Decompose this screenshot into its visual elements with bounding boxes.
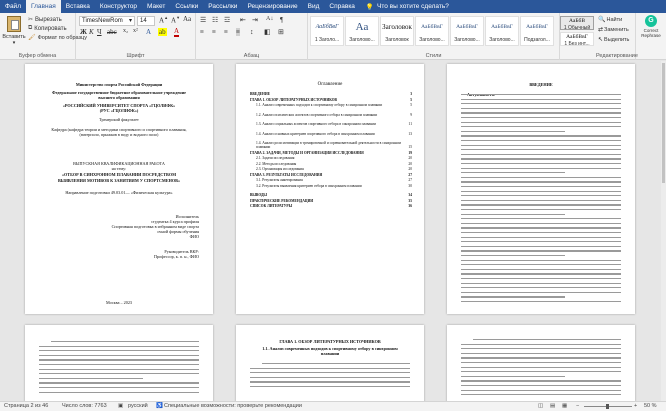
styles-group: [308, 13, 560, 60]
bullets-button[interactable]: ☰: [200, 16, 207, 24]
grammar-logo-icon: G: [645, 15, 657, 27]
cut-label: Вырезать: [35, 16, 62, 23]
style-name: Заголово...: [419, 37, 445, 43]
superscript-button[interactable]: x²: [133, 28, 138, 34]
text-line: [39, 382, 199, 383]
text-line: [39, 355, 199, 356]
toc-entry[interactable]: [256, 162, 412, 166]
scrollbar-thumb[interactable]: [662, 63, 665, 183]
align-right-button[interactable]: ≡: [224, 28, 228, 36]
status-bar: [0, 401, 666, 411]
select-button[interactable]: [598, 36, 629, 43]
toc-entry[interactable]: [250, 151, 412, 155]
print-layout-icon[interactable]: ▦: [562, 403, 568, 409]
paragraph-group: [196, 13, 308, 60]
text-line: [262, 363, 410, 364]
toc-entry[interactable]: [256, 184, 412, 188]
text-line: [461, 287, 621, 288]
style-sample: Aa: [355, 21, 369, 33]
text-line: [461, 278, 621, 279]
author-course: студентка 4 курса профиля: [151, 219, 199, 224]
toc-entry-text: ГЛАВА 2. ЗАДАЧИ, МЕТОДЫ И ОРГАНИЗАЦИЯ ИССЛЕДОВАНИЯ: [250, 150, 364, 155]
text-line: [461, 301, 621, 302]
lightbulb-icon: 💡: [365, 3, 375, 11]
style-name: Заголово...: [349, 37, 375, 43]
text-line: [461, 250, 621, 251]
style-subtitle[interactable]: [520, 16, 554, 46]
italic-button[interactable]: К: [89, 28, 94, 36]
read-mode-icon[interactable]: ▤: [550, 403, 556, 409]
text-line: [461, 112, 621, 113]
tab-mailings[interactable]: Рассылки: [208, 3, 238, 10]
text-line: [461, 353, 621, 354]
toc-entry-page: 36: [408, 204, 412, 208]
highlight-button[interactable]: ab: [159, 28, 166, 36]
tab-review[interactable]: Рецензирование: [247, 3, 298, 10]
numbering-button[interactable]: ☷: [212, 16, 219, 24]
toc-entry[interactable]: [250, 173, 412, 177]
multilevel-list-button[interactable]: ☲: [224, 16, 231, 24]
author-name: ФИО: [189, 234, 199, 239]
page-title[interactable]: [25, 64, 213, 314]
text-line: [461, 99, 621, 100]
text-line: [39, 387, 199, 388]
toc-entry-page: 5: [410, 97, 412, 102]
toc-entry[interactable]: [250, 193, 412, 197]
topic-line1: «ОТБОР В СИНХРОННОМ ПЛАВАНИИ ПОСРЕДСТВОМ: [61, 172, 177, 177]
text-line: [461, 122, 621, 123]
tell-me-search[interactable]: [366, 3, 449, 11]
toc-entry[interactable]: [256, 103, 412, 107]
direction-line: Направление подготовки 49.03.01— «Физическая культура»: [65, 190, 173, 195]
toc-entry-page: 9: [410, 112, 412, 117]
text-line: [461, 348, 621, 349]
style-sample: Заголовок: [382, 23, 412, 31]
on-theme: на тему:: [111, 166, 127, 171]
style-sample: АаБбВвГ: [456, 24, 478, 30]
text-line: [461, 131, 565, 132]
text-line: [250, 372, 410, 373]
tab-view[interactable]: Вид: [307, 3, 320, 10]
tab-layout[interactable]: Макет: [146, 3, 166, 10]
format-painter-label: Формат по образцу: [37, 34, 87, 41]
text-line: [39, 364, 199, 365]
toc-entry-text: 3.2. Результаты выявления критериев отбора в синхронном плавании: [256, 183, 362, 188]
style-no-spacing[interactable]: [560, 32, 594, 46]
font-name-value: TimesNewRom: [82, 18, 123, 24]
bold-button[interactable]: Ж: [80, 28, 87, 36]
toc-entry[interactable]: [256, 178, 412, 182]
style-sample: АаБбВвГ: [491, 24, 513, 30]
editing-group-label: Редактирование: [596, 53, 638, 59]
toc-entry-text: ВЫВОДЫ: [250, 193, 267, 197]
text-line: [461, 246, 621, 247]
styles-group-label: Стили: [425, 53, 442, 59]
toc-entry-page: 20: [408, 161, 412, 166]
font-group: [76, 13, 196, 60]
font-color-button[interactable]: A: [174, 27, 180, 35]
text-line: [461, 195, 621, 196]
align-left-button[interactable]: ≡: [200, 28, 204, 36]
text-line: [39, 378, 143, 379]
paintbrush-icon: 🖌: [28, 35, 36, 41]
text-line: [461, 126, 621, 127]
text-line: [461, 283, 621, 284]
clipboard-group: [0, 13, 87, 60]
toc-entry[interactable]: [250, 199, 412, 203]
text-line: [461, 103, 621, 104]
toc-entry[interactable]: [250, 92, 412, 96]
text-line: [461, 390, 621, 391]
text-line: [461, 241, 621, 242]
toc-entry-text: 2.1. Задачи исследования: [256, 156, 295, 160]
scissors-icon: ✂: [28, 17, 34, 23]
style-heading2[interactable]: [415, 16, 449, 46]
text-line: [51, 341, 199, 342]
style-name: 1 Заголо...: [314, 37, 340, 43]
style-sample: АаБбВвГ: [421, 24, 443, 30]
style-sample: АаБбВвГ: [526, 24, 548, 30]
text-line: [461, 357, 621, 358]
text-line: [461, 255, 565, 256]
text-line: [461, 223, 621, 224]
toc-entry[interactable]: [256, 167, 412, 171]
style-name: 1 Обычный: [563, 25, 591, 31]
chapter1-title: ГЛАВА 1. ОБЗОР ЛИТЕРАТУРНЫХ ИСТОЧНИКОВ: [279, 339, 381, 344]
author-profile: Спортивная подготовка в избранном виде спорта: [111, 224, 199, 229]
text-line: [39, 369, 199, 370]
clipboard-group-label: Буфер обмена: [18, 53, 57, 59]
paragraph-group-label: Абзац: [243, 53, 260, 59]
style-sample: АаБбВ: [569, 18, 585, 24]
status-language[interactable]: русский: [128, 403, 148, 409]
text-line: [461, 177, 621, 178]
page-contents[interactable]: [236, 64, 424, 314]
tab-design[interactable]: Конструктор: [99, 3, 137, 10]
text-line: [461, 237, 621, 238]
text-line: [461, 135, 621, 136]
accessibility-icon[interactable]: ♿: [156, 403, 163, 409]
increase-indent-button[interactable]: ⇥: [252, 16, 258, 24]
borders-button[interactable]: ⊞: [278, 28, 284, 36]
style-sample: АаБбВвГ: [315, 24, 339, 30]
styles-more: [560, 13, 596, 60]
toc-entry-page: 5: [410, 103, 412, 107]
text-line: [461, 376, 565, 377]
text-line: [461, 371, 621, 372]
correct-rephrase-label: Correct Rephrase: [641, 28, 661, 38]
style-sample: АаБбВвГ: [566, 34, 588, 40]
toc-entry-text: 2.2. Методы исследования: [256, 161, 297, 166]
copy-label: Копировать: [34, 25, 67, 32]
toc-entry-text: ВВЕДЕНИЕ: [250, 92, 271, 96]
tab-file[interactable]: Файл: [5, 3, 21, 10]
text-line: [461, 145, 621, 146]
zoom-level[interactable]: 50 %: [644, 403, 657, 409]
text-effects-button[interactable]: A: [146, 28, 152, 36]
text-line: [461, 154, 621, 155]
replace-button[interactable]: [598, 26, 629, 33]
correct-rephrase-button[interactable]: [638, 15, 664, 38]
institution-line1: Федеральное государственное бюджетное образовательное учреждение: [52, 90, 186, 95]
align-center-button[interactable]: ≡: [212, 28, 216, 36]
style-name: Заголовок: [385, 37, 409, 43]
paste-button[interactable]: [2, 15, 26, 49]
toc-entry-page: 20: [408, 167, 412, 171]
text-line: [461, 149, 621, 150]
style-heading[interactable]: [345, 16, 379, 46]
text-line: [461, 200, 621, 201]
text-line: [461, 172, 565, 173]
grow-font-button[interactable]: A▲: [159, 15, 169, 25]
toc-entry-page: 15: [408, 145, 412, 150]
text-line: [461, 385, 621, 386]
chevron-down-icon: ▾: [12, 40, 16, 46]
shading-button[interactable]: ◧: [264, 28, 271, 36]
page-continuation-right[interactable]: [447, 325, 635, 401]
work-kind: ВЫПУСКНАЯ КВАЛИФИКАЦИОННАЯ РАБОТА: [73, 161, 165, 166]
text-line: [461, 218, 621, 219]
text-line: [461, 209, 621, 210]
replace-label: Заменить: [604, 26, 629, 33]
editing-group: [596, 13, 636, 60]
text-line: [250, 377, 410, 378]
department-line1: Кафедра (кафедра теории и методики спортивного и спортивного плавания,: [51, 127, 187, 132]
city-year: Москва – 2023: [105, 300, 133, 305]
text-line: [473, 339, 621, 340]
text-line: [461, 204, 621, 205]
text-line: [461, 260, 621, 261]
cursor-icon: ↖: [598, 37, 604, 43]
text-line: [461, 264, 621, 265]
focus-mode-icon[interactable]: ◫: [538, 403, 544, 409]
zoom-slider-thumb[interactable]: [606, 404, 609, 409]
chevron-down-icon: ▾: [128, 18, 132, 24]
toc-entry-page: 13: [408, 131, 412, 136]
text-line: [39, 373, 199, 374]
text-line: [39, 392, 199, 393]
font-size-select[interactable]: [137, 16, 155, 26]
toc-entry-page: 35: [408, 198, 412, 203]
style-heading1[interactable]: [310, 16, 344, 46]
toc-entry-text: 1.2. Анализ психических аспектов спортивного отбора в синхронном плавании: [256, 112, 378, 117]
toc-entry[interactable]: [256, 132, 412, 136]
ribbon: [0, 13, 666, 60]
zoom-in-icon[interactable]: +: [634, 403, 638, 409]
text-line: [461, 140, 621, 141]
topic-line2: ВЫЯВЛЕНИЯ МОТИВОВ К ЗАНЯТИЯМ У СПОРТСМЕНОВ»: [57, 178, 181, 183]
chapter1-subtitle-line2: плавании: [320, 351, 340, 356]
toc-entry-page: 27: [408, 172, 412, 177]
text-line: [461, 181, 621, 182]
justify-button[interactable]: ≡: [236, 28, 240, 36]
faculty-line: Тренерский факультет: [99, 117, 139, 122]
university-name: «РОССИЙСКИЙ УНИВЕРСИТЕТ СПОРТА «ГЦОЛИФК»: [62, 103, 176, 108]
proofing-icon[interactable]: ▣: [118, 403, 124, 409]
text-line: [250, 368, 410, 369]
subscript-button[interactable]: x₂: [123, 28, 129, 34]
toc-entry-text: 3.1. Результаты анкетирования: [256, 178, 303, 182]
style-heading3[interactable]: [450, 16, 484, 46]
text-line: [250, 381, 410, 382]
underline-button[interactable]: Ч: [97, 28, 102, 36]
decrease-indent-button[interactable]: ⇤: [240, 16, 246, 24]
supervisor-label: Руководитель ВКР:: [164, 249, 199, 254]
department-line2: (ватерполо, прыжков в воду и водного поло): [79, 132, 159, 137]
text-line: [461, 362, 621, 363]
toc-entry-text: 1.3. Анализ социальных аспектов спортивного отбора в синхронном плавании: [256, 122, 376, 126]
style-title[interactable]: [380, 16, 414, 46]
text-line: [250, 386, 410, 387]
toc-entry-page: 34: [408, 193, 412, 197]
shrink-font-button[interactable]: A▼: [171, 15, 181, 25]
toc-entry-page: 11: [408, 122, 412, 126]
change-case-button[interactable]: Aa: [183, 15, 192, 23]
text-line: [461, 94, 621, 95]
copy-icon: ⧉: [28, 25, 33, 31]
paste-icon: [7, 16, 21, 32]
text-line: [39, 359, 199, 360]
status-accessibility[interactable]: Специальные возможности: проверьте рекомендации: [164, 403, 302, 409]
tab-insert[interactable]: Вставка: [65, 3, 90, 10]
page-introduction[interactable]: [447, 64, 635, 314]
tab-references[interactable]: Ссылки: [175, 3, 199, 10]
intro-title: ВВЕДЕНИЕ: [529, 82, 553, 87]
toc-entry-text: 2.3. Организация исследования: [256, 167, 304, 171]
toc-entry-text: 1.4. Анализ основных критериев спортивного отбора в синхронном плавании: [256, 131, 375, 136]
style-name: Заголово...: [489, 37, 515, 43]
toc-title: Оглавление: [317, 82, 343, 87]
text-line: [461, 108, 621, 109]
text-line: [461, 158, 621, 159]
text-line: [39, 350, 199, 351]
toc-entry[interactable]: [256, 122, 412, 126]
text-line: [461, 214, 565, 215]
font-group-label: Шрифт: [126, 53, 145, 59]
toc-entry-text: 1.4. Анализ роли мотивации в тренировочной и соревновательной деятельности в синхронном плавании: [256, 141, 401, 150]
line-spacing-button[interactable]: ↕: [250, 28, 254, 36]
toc-entry[interactable]: [256, 141, 412, 150]
text-line: [461, 296, 565, 297]
tab-help[interactable]: Справка: [329, 3, 355, 10]
select-label: Выделить: [604, 36, 630, 43]
toc-entry-page: 3: [410, 92, 412, 96]
style-name: 1 Без инт...: [564, 41, 590, 47]
page-continuation-left[interactable]: [25, 325, 213, 401]
text-line: [461, 227, 621, 228]
replace-icon: ⇄: [598, 27, 604, 33]
supervisor-name: Профессор, к. п. н., ФИО: [153, 254, 199, 259]
text-line: [461, 394, 621, 395]
toc-entry-text: СПИСОК ЛИТЕРАТУРЫ: [250, 204, 293, 208]
copy-button[interactable]: [28, 25, 67, 32]
sort-button[interactable]: A↓: [266, 16, 274, 22]
text-line: [461, 367, 621, 368]
text-line: [461, 380, 621, 381]
strikethrough-button[interactable]: abc: [107, 28, 117, 36]
page-chapter1[interactable]: [236, 325, 424, 401]
text-line: [461, 292, 621, 293]
author-form: очной формы обучения: [157, 229, 199, 234]
tell-me-label: Что вы хотите сделать?: [377, 3, 449, 10]
ministry-line: Министерство спорта Российской Федерации: [75, 82, 163, 87]
zoom-out-icon[interactable]: −: [576, 403, 580, 409]
document-canvas[interactable]: [0, 61, 666, 401]
text-line: [461, 168, 621, 169]
university-abbrev: (РУС «ГЦОЛИФК»): [99, 108, 139, 113]
text-line: [461, 232, 621, 233]
chapter1-subtitle-line1: 1.1. Анализ современных подходов к спортивному отбору в синхронном: [262, 346, 398, 351]
text-line: [461, 344, 621, 345]
institution-line2: высшего образования: [98, 95, 140, 100]
style-normal[interactable]: [560, 16, 594, 30]
cut-button[interactable]: [28, 16, 62, 23]
font-name-select[interactable]: [79, 16, 135, 26]
status-words[interactable]: Число слов: 7763: [62, 403, 107, 409]
tab-home[interactable]: Главная: [26, 0, 61, 13]
toc-entry[interactable]: [256, 156, 412, 160]
text-line: [461, 117, 621, 118]
text-line: [39, 346, 199, 347]
ribbon-tab-bar: [0, 0, 666, 13]
toc-entry-text: ГЛАВА 3. РЕЗУЛЬТАТЫ ИССЛЕДОВАНИЯ: [250, 172, 323, 177]
style-name: Подзагол...: [524, 37, 550, 43]
show-marks-button[interactable]: ¶: [280, 16, 284, 24]
find-label: Найти: [606, 16, 623, 23]
toc-entry-text: ПРАКТИЧЕСКИЕ РЕКОМЕНДАЦИИ: [250, 198, 314, 203]
toc-entry-page: 19: [408, 150, 412, 155]
toc-entry[interactable]: [250, 204, 412, 208]
grammar-group: [636, 13, 666, 60]
toc-entry[interactable]: [250, 98, 412, 102]
author-label: Исполнитель: [175, 214, 199, 219]
style-heading4[interactable]: [485, 16, 519, 46]
font-size-value: 14: [140, 18, 147, 24]
paste-label: Вставить: [2, 34, 26, 40]
text-line: [461, 186, 621, 187]
toc-entry[interactable]: [256, 113, 412, 117]
toc-entry-text: 1.1. Анализ современных подходов к спортивному отбору в синхронном плавании: [256, 103, 383, 107]
toc-entry-page: 27: [408, 178, 412, 182]
vertical-scrollbar[interactable]: [661, 61, 666, 401]
toc-entry-page: 20: [408, 156, 412, 160]
style-name: Заголово...: [454, 37, 480, 43]
text-line: [461, 269, 621, 270]
text-line: [461, 191, 621, 192]
status-page[interactable]: Страница 2 из 46: [4, 403, 49, 409]
text-line: [461, 163, 621, 164]
find-button[interactable]: [598, 16, 622, 23]
toc-entry-page: 30: [408, 183, 412, 188]
search-icon: 🔍: [598, 17, 606, 23]
toc-entry-text: ГЛАВА 1. ОБЗОР ЛИТЕРАТУРНЫХ ИСТОЧНИКОВ: [250, 97, 337, 102]
text-line: [461, 273, 621, 274]
